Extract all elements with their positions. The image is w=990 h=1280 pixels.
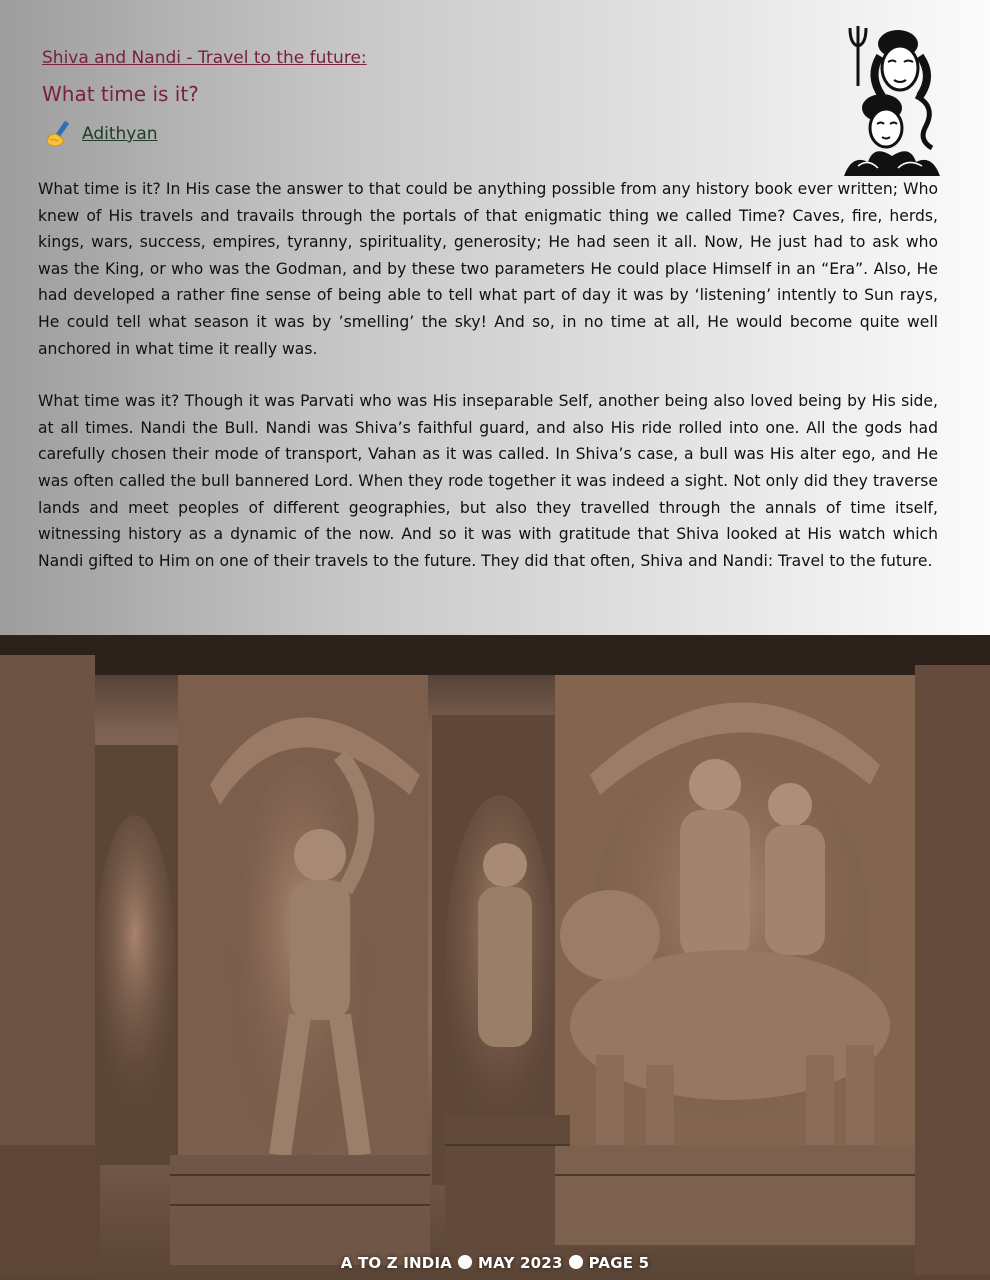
footer-dot-icon (458, 1255, 472, 1269)
page-footer (0, 1254, 990, 1272)
article-header (42, 48, 367, 150)
page-number: PAGE 5 (588, 1254, 650, 1272)
article-title: What time is it? (42, 82, 199, 106)
section-link[interactable]: Shiva and Nandi - Travel to the future: (42, 48, 367, 68)
temple-relief-photo (0, 635, 990, 1280)
shiva-parvati-logo (838, 16, 946, 178)
author-row (42, 118, 367, 150)
paragraph: What time was it? Though it was Parvati who was His inseparable Self, another being also loved being by His side, at all times. Nandi the Bull. Nandi was Shiva’s faithful guard, and also His ride rolled into one. All the gods had carefully chosen their mode of transport, Vahan as it was called. In Shiva’s case, a bull was His alter ego, and He was often called the bull bannered Lord. When they rode together it was indeed a sight. Not only did they traverse lands and meet peoples of different geographies, but also they travelled through the annals of time itself, witnessing history as a dynamic of the now. And so it was with gratitude that Shiva looked at His watch which Nandi gifted to Him on one of their travels to the future. They did that often, Shiva and Nandi: Travel to the future. (38, 392, 938, 570)
footer-dot-icon (569, 1255, 583, 1269)
author-link[interactable]: Adithyan (82, 124, 158, 144)
issue-date: MAY 2023 (478, 1254, 563, 1272)
writing-hand-icon (42, 118, 74, 150)
publication-name: A TO Z INDIA (340, 1254, 453, 1272)
paragraph: What time is it? In His case the answer to that could be anything possible from any history book ever written; Who knew of His travels and travails through the portals of that enigmatic thing we called Time? Caves, fire, herds, kings, wars, success, empires, tyranny, spirituality, generosity; He had seen it all. Now, He just had to ask who was the King, or who was the Godman, and by these two parameters He could place Himself in an “Era”. Also, He had developed a rather fine sense of being able to tell what part of day it was by ‘listening’ intently to Sun rays, He could tell what season it was by ’smelling’ the sky! And so, in no time at all, He would become quite well anchored in what time it really was. (38, 180, 938, 358)
article-body (38, 176, 938, 600)
